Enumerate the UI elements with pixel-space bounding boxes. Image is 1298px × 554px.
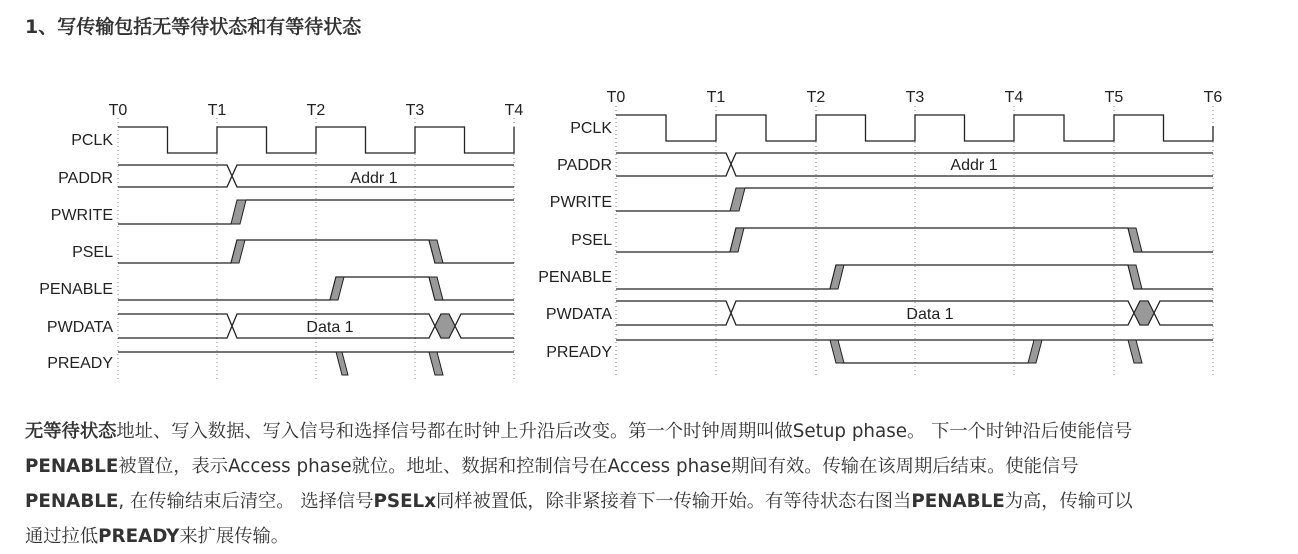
pready-transition-1 bbox=[336, 352, 348, 375]
signal-label-pclk: PCLK bbox=[570, 120, 612, 137]
psel-waveform bbox=[118, 240, 514, 263]
para-text-3: , 在传输结束后清空。 选择信号 bbox=[118, 491, 374, 512]
para-text-4: 同样被置低，除非紧接着下一传输开始。有等待状态右图当 bbox=[436, 491, 912, 512]
signal-label-pwdata: PWDATA bbox=[46, 319, 113, 336]
psel-fall-transition bbox=[429, 240, 443, 263]
signal-label-pwrite: PWRITE bbox=[50, 207, 113, 224]
timing-diagram-with-wait-svg bbox=[526, 78, 1231, 390]
para-text-6: 来扩展传输。 bbox=[179, 526, 290, 547]
timing-diagram-no-wait bbox=[24, 90, 534, 390]
para-text-5a: 为高，传输可以 bbox=[1004, 491, 1133, 512]
para-text-2: 被置位，表示Access phase就位。地址、数据和控制信号在Access phase期间有效。传输在该周期后结束。使能信号 bbox=[118, 456, 1079, 477]
penable-waveform bbox=[616, 265, 1213, 289]
bold-no-wait-state: 无等待状态 bbox=[25, 421, 117, 442]
bold-penable-3: PENABLE bbox=[911, 491, 1005, 512]
pready-waveform bbox=[616, 340, 1213, 363]
paddr-waveform bbox=[616, 153, 1213, 176]
pready-end-transition bbox=[1128, 340, 1142, 363]
signal-label-pready: PREADY bbox=[546, 344, 612, 361]
time-gridlines bbox=[118, 118, 514, 380]
pready-rise-transition bbox=[1028, 340, 1042, 363]
penable-fall-transition bbox=[429, 277, 443, 300]
time-label-t4: T4 bbox=[504, 102, 524, 119]
bold-penable-1: PENABLE bbox=[25, 456, 119, 477]
signal-label-psel: PSEL bbox=[571, 232, 612, 249]
signal-label-paddr: PADDR bbox=[557, 157, 612, 174]
time-label-t1: T1 bbox=[207, 102, 227, 119]
time-label-t4: T4 bbox=[1004, 89, 1024, 106]
time-label-t0: T0 bbox=[606, 89, 626, 106]
para-text-1: 地址、写入数据、写入信号和选择信号都在时钟上升沿后改变。第一个时钟周期叫做Setup phase。 下一个时钟沿后使能信号 bbox=[116, 421, 1133, 442]
pclk-waveform bbox=[616, 115, 1213, 141]
psel-waveform bbox=[616, 228, 1213, 252]
paddr-waveform bbox=[118, 165, 514, 187]
time-label-t3: T3 bbox=[905, 89, 925, 106]
pwrite-transition bbox=[231, 200, 246, 224]
psel-rise-transition bbox=[231, 240, 245, 263]
pwrite-waveform bbox=[616, 188, 1213, 211]
psel-fall-transition bbox=[1128, 228, 1142, 252]
pwrite-transition bbox=[730, 188, 745, 211]
penable-rise-transition bbox=[330, 277, 344, 300]
timing-diagram-no-wait-svg bbox=[24, 90, 534, 390]
psel-rise-transition bbox=[730, 228, 744, 252]
paddr-value-label: Addr 1 bbox=[350, 170, 398, 187]
signal-label-penable: PENABLE bbox=[538, 269, 612, 286]
time-label-t5: T5 bbox=[1104, 89, 1124, 106]
pready-transition-2 bbox=[429, 352, 443, 375]
signal-label-pwrite: PWRITE bbox=[549, 194, 612, 211]
para-text-5b: 通过拉低 bbox=[25, 526, 99, 547]
pwdata-value-label: Data 1 bbox=[306, 319, 354, 336]
time-label-t2: T2 bbox=[806, 89, 826, 106]
pwdata-end-transition bbox=[435, 314, 455, 338]
section-heading: 1、写传输包括无等待状态和有等待状态 bbox=[25, 16, 362, 38]
time-label-t1: T1 bbox=[706, 89, 726, 106]
pwdata-value-label: Data 1 bbox=[906, 306, 954, 323]
time-label-t3: T3 bbox=[405, 102, 425, 119]
description-paragraph bbox=[25, 414, 1280, 554]
signal-label-pclk: PCLK bbox=[71, 132, 113, 149]
bold-penable-2: PENABLE bbox=[25, 491, 119, 512]
paddr-value-label: Addr 1 bbox=[950, 157, 998, 174]
pwdata-end-transition bbox=[1134, 301, 1154, 325]
time-label-t0: T0 bbox=[108, 102, 128, 119]
penable-rise-transition bbox=[830, 265, 844, 289]
penable-waveform bbox=[118, 277, 514, 300]
bold-pready: PREADY bbox=[98, 526, 180, 547]
pclk-waveform bbox=[118, 127, 514, 153]
bold-pselx: PSELx bbox=[373, 491, 436, 512]
time-label-t2: T2 bbox=[306, 102, 326, 119]
penable-fall-transition bbox=[1128, 265, 1142, 289]
signal-label-penable: PENABLE bbox=[39, 281, 113, 298]
time-gridlines bbox=[616, 106, 1213, 376]
signal-label-pready: PREADY bbox=[47, 355, 113, 372]
signal-label-pwdata: PWDATA bbox=[545, 306, 612, 323]
signal-label-psel: PSEL bbox=[72, 244, 113, 261]
signal-label-paddr: PADDR bbox=[58, 170, 113, 187]
pwrite-waveform bbox=[118, 200, 514, 224]
pready-fall-transition bbox=[830, 340, 844, 363]
timing-diagram-with-wait bbox=[526, 78, 1231, 390]
time-label-t6: T6 bbox=[1203, 89, 1223, 106]
